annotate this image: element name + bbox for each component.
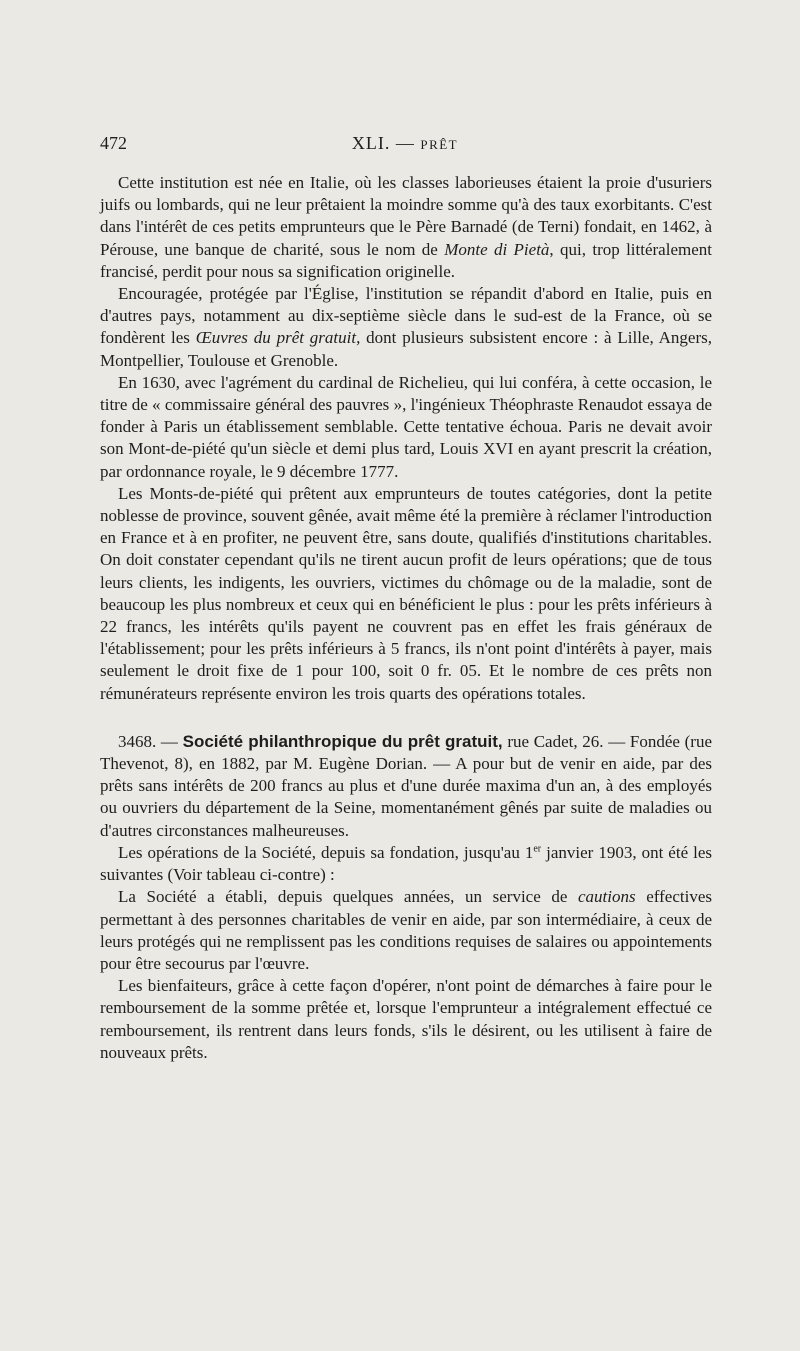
paragraph-bienfaiteurs: Les bienfaiteurs, grâce à cette façon d'opérer, n'ont point de démarches à faire pour le remboursement de la somme prêtée et, lorsque l'emprunteur a intégralement effectué ce remboursement, ils rentrent dans leurs fonds, s'ils le désirent, ou les utilisent à faire de nouveaux prêts. <box>100 976 712 1062</box>
section-number: 3468. — <box>118 731 183 751</box>
italic-term: cautions <box>578 887 636 907</box>
paragraph-origin-italy <box>100 172 712 283</box>
paragraph-monts-de-piete: Les Monts-de-piété qui prêtent aux emprunteurs de toutes catégories, dont la petite noblesse de province, souvent gênée, avait même été la première à réclamer l'introduction en France et à en profiter, ne peuvent être, sans doute, qualifiés d'institutions charitables. On doit constater cependant qu'ils ne tirent aucun profit de leurs opérations; que de tous leurs clients, les indigents, les ouvriers, victimes du chômage ou de la maladie, sont de beaucoup les plus nombreux et ceux qui en bénéficient le plus : pour les prêts inférieurs à 22 francs, les intérêts qu'ils payent ne couvrent pas en effet les frais généraux de l'établissement; pour les prêts inférieurs à 5 francs, ils n'ont point d'intérêts à payer, mais seulement le droit fixe de 1 pour 100, soit 0 fr. 05. Et le nombre de ces prêts non rémunérateurs représente environ les trois quarts des opérations totales. <box>100 483 712 703</box>
text-run: Cette institution est née en Italie, où les classes laborieuses étaient la proie d'usuriers juifs ou lombards, qui ne leur prêtaient la moindre somme qu'à des taux exorbitants. C'est dans l'intérêt de ces petits emprunteurs que le Père Barnadé (de Terni) fondait, en 1462, à Pérouse, une banque de charité, sous le nom de <box>100 173 712 259</box>
text-run: , qui, trop littéralement francisé, perdit pour nous sa signification originelle. <box>100 239 712 281</box>
text-run: Les opérations de la Société, depuis sa fondation, jusqu'au 1 <box>118 842 534 862</box>
paragraph-section-3468-intro <box>100 731 712 842</box>
page-body <box>100 172 712 1064</box>
paragraph-cautions <box>100 886 712 975</box>
page-header <box>100 133 710 157</box>
paragraph-renaudot: En 1630, avec l'agrément du cardinal de Richelieu, qui lui conféra, à cette occasion, le titre de « commissaire général des pauvres », l'ingénieux Théophraste Renaudot essaya de fonder à Paris un établissement semblable. Cette tentative échoua. Paris ne devait avoir son Mont-de-piété qu'un siècle et demi plus tard, Louis XVI en ayant prescrit la création, par ordonnance royale, le 9 décembre 1777. <box>100 372 712 481</box>
section-title: Société philanthropique du prêt gratuit, <box>182 731 503 751</box>
text-run: rue Cadet, 26. — Fondée (rue Thevenot, 8), en 1882, par M. Eugène Dorian. — A pour but de venir en aide, par des prêts sans intérêts de 200 francs au plus et d'une durée maxima d'un an, à des employés ou ouvriers du département de la Seine, momentanément gênés par suite de maladies ou d'autres circonstances malheureuses. <box>100 731 712 840</box>
text-run: effectives permettant à des personnes charitables de venir en aide, par son intermédiaire, à ceux de leurs protégés qui ne remplissent pas les conditions requises de salaires ou appointements pour être secourus par l'œuvre. <box>100 887 712 973</box>
superscript: er <box>533 843 542 855</box>
running-head <box>100 133 710 154</box>
paragraph-operations <box>100 842 712 886</box>
page-number: 472 <box>100 133 127 153</box>
chapter-number: XLI. — <box>351 133 421 153</box>
text-run: La Société a établi, depuis quelques années, un service de <box>118 887 579 907</box>
chapter-title: PRÊT <box>420 137 459 152</box>
italic-term: Monte di Pietà <box>444 239 550 259</box>
text-run: dont plusieurs subsistent encore : à Lille, Angers, Montpellier, Toulouse et Grenoble. <box>100 328 712 370</box>
paragraph-spread <box>100 283 712 372</box>
text-run: janvier 1903, ont été les suivantes (Voir tableau ci-contre) : <box>100 842 713 885</box>
text-run: Encouragée, protégée par l'Église, l'institution se répandit d'abord en Italie, puis en d'autres pays, notamment au dix-septième siècle dans le sud-est de la France, où se fondèrent les <box>100 284 712 348</box>
section-spacer <box>100 705 712 731</box>
italic-term: Œuvres du prêt gratuit, <box>195 328 361 348</box>
